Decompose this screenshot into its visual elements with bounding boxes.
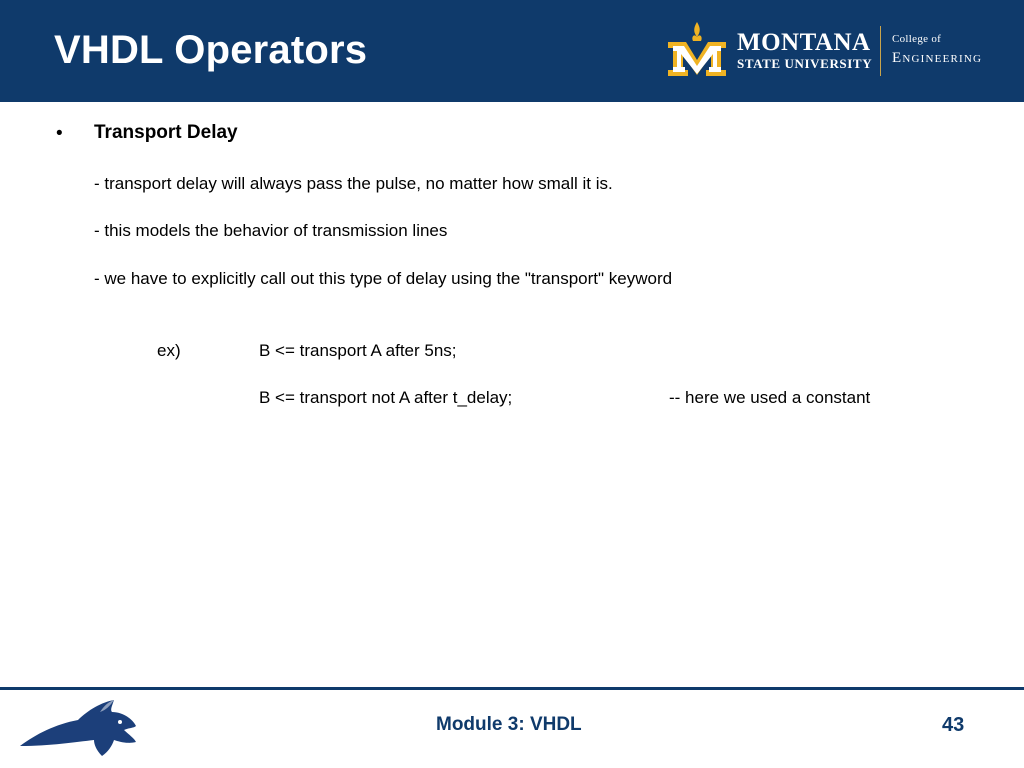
bobcat-head-icon xyxy=(16,694,142,758)
wordmark xyxy=(737,30,872,70)
logo-divider xyxy=(880,26,881,76)
slide-header xyxy=(0,0,1024,102)
page-number: 43 xyxy=(942,714,965,736)
slide-title: VHDL Operators xyxy=(54,28,368,72)
body-line-3: - we have to explicitly call out this type of delay using the "transport" keyword xyxy=(94,269,673,288)
example-code-line-1: B <= transport A after 5ns; xyxy=(259,341,457,360)
montana-state-m-icon xyxy=(664,20,730,80)
wordmark-state-university: STATE UNIVERSITY xyxy=(737,56,873,71)
footer-module-title: Module 3: VHDL xyxy=(436,714,582,735)
university-logo xyxy=(664,20,1014,82)
example-comment: -- here we used a constant xyxy=(669,388,871,407)
example-label: ex) xyxy=(157,341,181,360)
bullet-marker: • xyxy=(56,123,63,144)
section-heading: Transport Delay xyxy=(94,122,238,143)
example-code-line-2: B <= transport not A after t_delay; xyxy=(259,388,513,407)
footer-rule xyxy=(0,687,1024,690)
engineering-label: Engineering xyxy=(892,50,983,66)
college-of-label: College of xyxy=(892,33,942,45)
college-name xyxy=(892,34,982,66)
body-line-1: - transport delay will always pass the pulse, no matter how small it is. xyxy=(94,174,613,193)
wordmark-montana: MONTANA xyxy=(737,29,871,56)
body-line-2: - this models the behavior of transmission lines xyxy=(94,221,448,240)
